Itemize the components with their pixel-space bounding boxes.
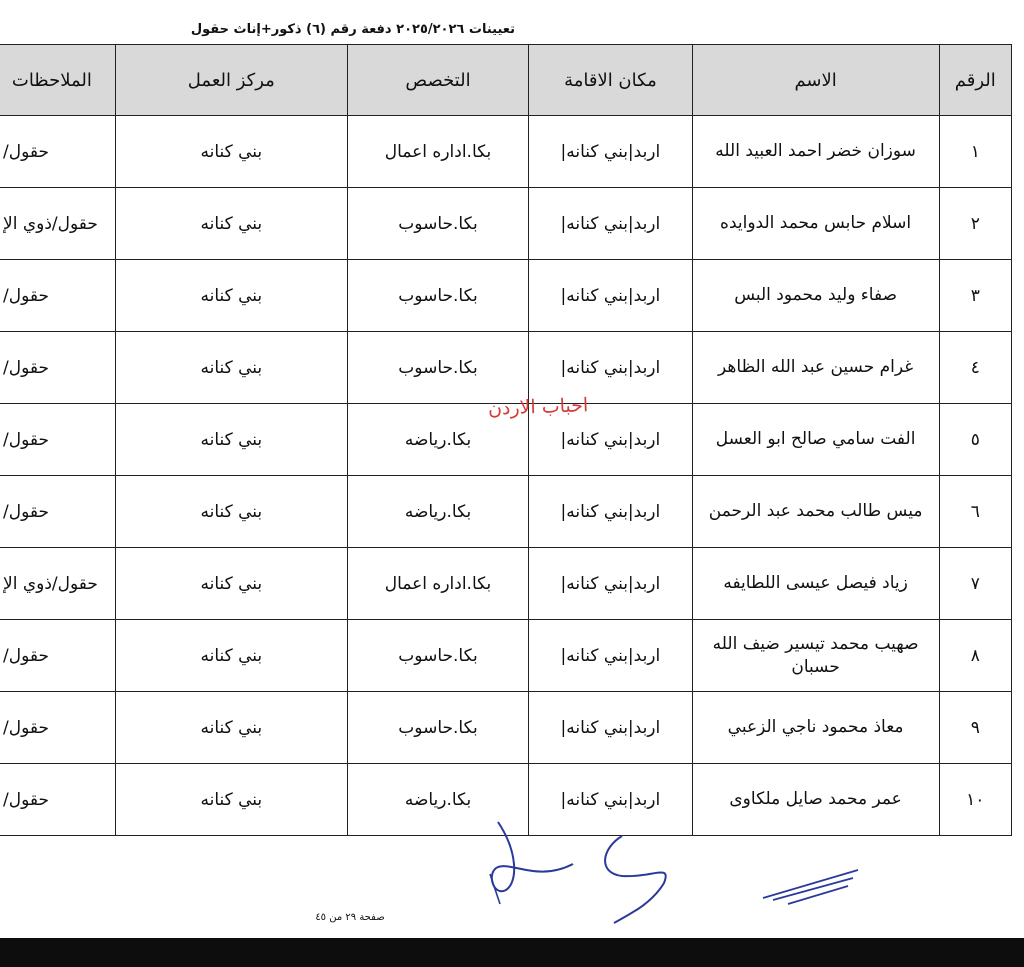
cell-specialty: بكا.حاسوب <box>347 692 528 764</box>
cell-residence: اربد|بني كنانه| <box>529 476 693 548</box>
cell-workplace: بني كنانه <box>115 116 347 188</box>
cell-name: زياد فيصل عيسى اللطايفه <box>692 548 939 620</box>
cell-notes: حقول/ <box>0 764 115 836</box>
bottom-scan-edge <box>0 938 1024 967</box>
signature-1-icon <box>478 812 588 912</box>
cell-workplace: بني كنانه <box>115 548 347 620</box>
cell-workplace: بني كنانه <box>115 476 347 548</box>
cell-workplace: بني كنانه <box>115 692 347 764</box>
signature-3-icon <box>758 860 868 910</box>
cell-residence: اربد|بني كنانه| <box>529 188 693 260</box>
cell-notes: حقول/ذوي الإ <box>0 188 115 260</box>
cell-residence: اربد|بني كنانه| <box>529 620 693 692</box>
cell-number: ٧ <box>939 548 1011 620</box>
cell-number: ١٠ <box>939 764 1011 836</box>
cell-notes: حقول/ <box>0 692 115 764</box>
cell-name: صفاء وليد محمود البس <box>692 260 939 332</box>
table-row <box>0 476 1012 548</box>
cell-number: ٢ <box>939 188 1011 260</box>
cell-specialty: بكا.رياضه <box>347 404 528 476</box>
page-number: صفحة ٢٩ من ٤٥ <box>315 912 385 923</box>
cell-residence: اربد|بني كنانه| <box>529 764 693 836</box>
cell-notes: حقول/ذوي الإ <box>0 548 115 620</box>
header-notes: الملاحظات <box>0 45 115 116</box>
cell-name: معاذ محمود ناجي الزعبي <box>692 692 939 764</box>
header-residence: مكان الاقامة <box>529 45 693 116</box>
cell-number: ٦ <box>939 476 1011 548</box>
cell-residence: اربد|بني كنانه| <box>529 116 693 188</box>
cell-name: الفت سامي صالح ابو العسل <box>692 404 939 476</box>
cell-specialty: بكا.حاسوب <box>347 188 528 260</box>
table-row <box>0 692 1012 764</box>
cell-notes: حقول/ <box>0 620 115 692</box>
cell-number: ٥ <box>939 404 1011 476</box>
signature-2-icon <box>592 828 692 928</box>
cell-name: اسلام حابس محمد الدوايده <box>692 188 939 260</box>
table-row <box>0 188 1012 260</box>
table-row <box>0 548 1012 620</box>
cell-workplace: بني كنانه <box>115 764 347 836</box>
header-specialty: التخصص <box>347 45 528 116</box>
cell-notes: حقول/ <box>0 116 115 188</box>
table-row <box>0 332 1012 404</box>
cell-specialty: بكا.رياضه <box>347 476 528 548</box>
cell-specialty: بكا.اداره اعمال <box>347 116 528 188</box>
cell-number: ١ <box>939 116 1011 188</box>
cell-number: ٣ <box>939 260 1011 332</box>
cell-name: ميس طالب محمد عبد الرحمن <box>692 476 939 548</box>
cell-specialty: بكا.حاسوب <box>347 620 528 692</box>
watermark-stamp: احباب الاردن <box>487 394 589 420</box>
cell-workplace: بني كنانه <box>115 620 347 692</box>
cell-name: سوزان خضر احمد العبيد الله <box>692 116 939 188</box>
cell-number: ٩ <box>939 692 1011 764</box>
cell-notes: حقول/ <box>0 404 115 476</box>
table-row <box>0 260 1012 332</box>
cell-residence: اربد|بني كنانه| <box>529 404 693 476</box>
cell-workplace: بني كنانه <box>115 332 347 404</box>
table-header-row <box>0 45 1012 116</box>
appointments-table <box>0 44 1012 836</box>
cell-notes: حقول/ <box>0 476 115 548</box>
cell-residence: اربد|بني كنانه| <box>529 692 693 764</box>
cell-workplace: بني كنانه <box>115 260 347 332</box>
cell-specialty: بكا.رياضه <box>347 764 528 836</box>
header-name: الاسم <box>692 45 939 116</box>
cell-specialty: بكا.حاسوب <box>347 260 528 332</box>
table-row <box>0 116 1012 188</box>
cell-residence: اربد|بني كنانه| <box>529 260 693 332</box>
header-workplace: مركز العمل <box>115 45 347 116</box>
cell-number: ٨ <box>939 620 1011 692</box>
cell-residence: اربد|بني كنانه| <box>529 548 693 620</box>
cell-specialty: بكا.اداره اعمال <box>347 548 528 620</box>
cell-name: صهيب محمد تيسير ضيف الله حسبان <box>692 620 939 692</box>
header-number: الرقم <box>939 45 1011 116</box>
cell-notes: حقول/ <box>0 260 115 332</box>
cell-name: عمر محمد صايل ملكاوى <box>692 764 939 836</box>
cell-name: غرام حسين عبد الله الظاهر <box>692 332 939 404</box>
document-title: تعيينات ٢٠٢٥/٢٠٢٦ دفعة رقم (٦) ذكور+إناث حقول <box>190 22 515 37</box>
table-row <box>0 620 1012 692</box>
cell-residence: اربد|بني كنانه| <box>529 332 693 404</box>
cell-number: ٤ <box>939 332 1011 404</box>
cell-specialty: بكا.حاسوب <box>347 332 528 404</box>
cell-workplace: بني كنانه <box>115 188 347 260</box>
cell-notes: حقول/ <box>0 332 115 404</box>
cell-workplace: بني كنانه <box>115 404 347 476</box>
